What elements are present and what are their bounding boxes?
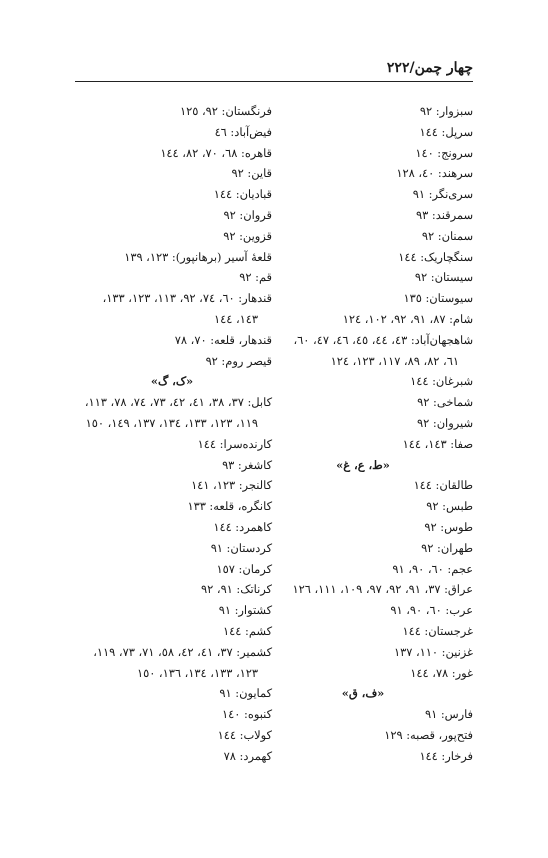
index-entry-continuation: ۱۲۳، ۱۳۳، ۱۳٤، ۱۳٦، ۱٥٠ [136,665,258,680]
index-entry: کردستان: ۹۱ [210,540,272,555]
index-entry: شبرغان: ۱٤٤ [410,374,473,389]
index-entry: قلعهٔ آسیر (برهانپور): ۱۲۳، ۱۳۹ [124,249,272,264]
index-entry: سنگچاریک: ۱٤٤ [398,249,473,264]
index-entry: غرجستان: ۱٤٤ [402,623,473,638]
index-entry: شاهجهان‌آباد: ٤۳، ٤٤، ٤٥، ٤٦، ٤۷، ٦٠، [293,332,473,347]
index-entry: عرب: ٦٠، ۹٠، ۹۱ [390,603,473,618]
index-entry: کشمیر: ۳۷، ٤۱، ٤۲، ٥۸، ۷۱، ۷۳، ۱۱۹، [93,644,272,659]
index-entry: کالنجر: ۱۲۳، ۱٤۱ [191,478,272,493]
index-entry: فارس: ۹۱ [424,707,473,722]
index-entry: کهمرد: ۷۸ [223,748,272,763]
index-entry: طالقان: ۱٤٤ [413,478,473,493]
index-entry: طوس: ۹۲ [424,519,473,534]
index-entry: کمایون: ۹۱ [219,686,272,701]
index-entry: فرخار: ۱٤٤ [419,748,473,763]
index-entry: سرونج: ۱٤٠ [415,145,473,160]
index-entry: کنبوه: ۱٤٠ [222,707,272,722]
index-entry: سرپل: ۱٤٤ [419,124,473,139]
index-entry: صفا: ۱٤۳، ۱٤٤ [402,436,473,451]
index-entry: کشم: ۱٤٤ [223,623,272,638]
index-entry: فتح‌پور، قصبه: ۱۲۹ [384,727,473,742]
index-entry: طبس: ۹۲ [426,499,473,514]
index-entry: فیض‌آباد: ٤٦ [214,124,272,139]
index-entry: کرمان: ۱٥۷ [216,561,272,576]
index-entry: شام: ۸۷، ۹۱، ۹۲، ۱٠۲، ۱۲٤ [342,311,473,326]
index-entry-continuation: ۱٤۳، ۱٤٤ [213,311,258,326]
index-entry: غور: ۷۸، ۱٤٤ [410,665,473,680]
index-entry: عراق: ۳۷، ۹۱، ۹۲، ۹۷، ۱٠۹، ۱۱۱، ۱۲٦ [292,582,473,597]
header-rule [75,81,473,82]
index-entry-continuation: ٦۱، ۸۲، ۸۹، ۱۱۷، ۱۲۳، ۱۲٤ [330,353,459,368]
index-entry: کاهمرد: ۱٤٤ [213,519,272,534]
index-section-heading: «ک، گ» [150,374,194,389]
index-section-heading: «ط، ع، غ» [336,457,390,472]
page-header: چهار چمن/۲۲۲ [386,60,473,76]
index-entry: عجم: ٦٠، ۹٠، ۹۱ [392,561,473,576]
index-entry: فرنگستان: ۹۲، ۱۲٥ [179,104,272,118]
index-entry: کارنده‌سرا: ۱٤٤ [197,436,272,451]
index-entry: کاشغر: ۹۳ [222,457,272,472]
index-entry: قم: ۹۲ [239,270,272,285]
index-entry: قیصر روم: ۹۲ [205,353,272,368]
index-entry: سبزوار: ۹۲ [419,104,473,118]
index-entry: سرهند: ٤٠، ۱۲۸ [396,166,473,181]
index-entry: کرناتک: ۹۱، ۹۲ [201,582,272,597]
index-entry: قندهار: ٦٠، ۷٤، ۹۲، ۱۱۳، ۱۲۳، ۱۳۳، [102,291,272,306]
index-section-heading: «ف، ق» [341,686,385,701]
index-entry: سمنان: ۹۲ [421,228,473,243]
index-column-right [253,101,473,767]
index-column-left [72,101,272,767]
index-entry-continuation: ۱۱۹، ۱۲۳، ۱۳۳، ۱۳٤، ۱۳۷، ۱٤۹، ۱٥٠ [85,415,258,430]
index-entry: قاین: ۹۲ [231,166,272,181]
index-entry: کولاب: ۱٤٤ [217,727,272,742]
index-entry: قزوین: ۹۲ [223,228,272,243]
index-entry: قروان: ۹۲ [223,207,272,222]
index-entry: سیستان: ۹۲ [414,270,473,285]
index-entry: شماخی: ۹۲ [417,395,473,410]
index-entry: کشتوار: ۹۱ [218,603,272,618]
index-entry: سری‌نگر: ۹۱ [412,187,473,202]
index-entry: سیوستان: ۱۳٥ [403,291,473,306]
index-entry: غزنین: ۱۱٠، ۱۳۷ [393,644,473,659]
index-entry: کانگره، قلعه: ۱۳۳ [187,499,272,514]
index-entry: شیروان: ۹۲ [416,415,473,430]
index-entry: طهران: ۹۲ [421,540,473,555]
index-entry: قاهره: ٦۸، ۷٠، ۸۲، ۱٤٤ [160,145,272,160]
index-entry: کابل: ۳۷، ۳۸، ٤۱، ٤۲، ۷۳، ۷٤، ۷۸، ۱۱۳، [84,395,272,410]
index-entry: سمرقند: ۹۳ [416,207,473,222]
index-entry: قبادیان: ۱٤٤ [213,187,272,202]
index-entry: قندهار، قلعه: ۷٠، ۷۸ [174,332,272,347]
